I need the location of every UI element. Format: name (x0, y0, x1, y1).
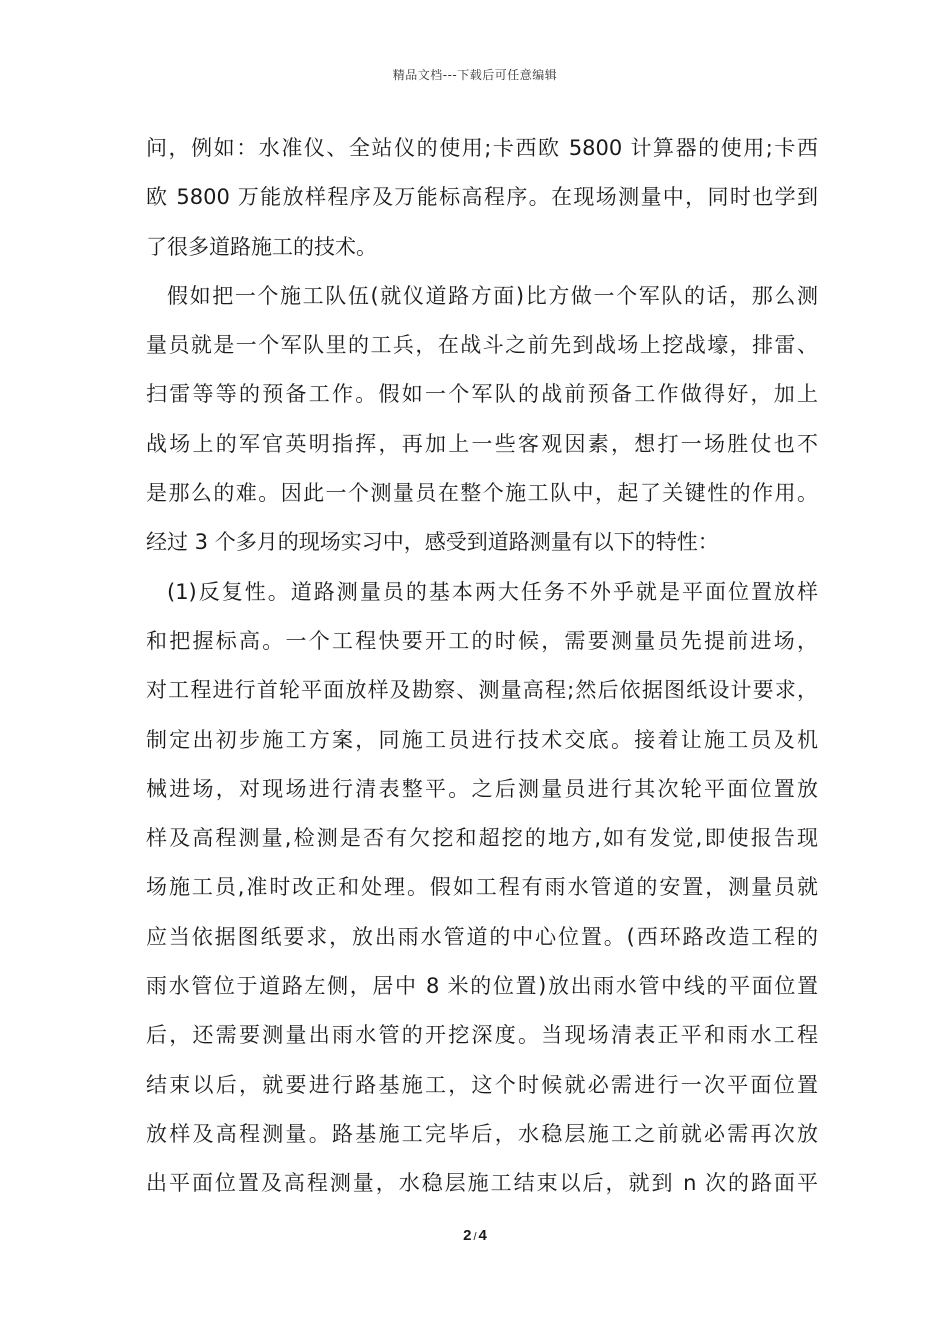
text-line: 样及高程测量,检测是否有欠挖和超挖的地方,如有发觉,即使报告现 (146, 826, 818, 851)
text-line: 出平面位置及高程测量，水稳层施工结束以后，就到 n 次的路面平 (146, 1171, 818, 1196)
text-line: 经过 3 个多月的现场实习中，感受到道路测量有以下的特性： (146, 530, 719, 555)
text-line: 扫雷等等的预备工作。假如一个军队的战前预备工作做得好，加上 (146, 382, 818, 407)
text-line: (1)反复性。道路测量员的基本两大任务不外乎就是平面位置放样 (167, 579, 818, 604)
paragraph (146, 272, 818, 568)
text-line: 后，还需要测量出雨水管的开挖深度。当现场清表正平和雨水工程 (146, 1023, 818, 1048)
current-page-number: 2 (463, 1227, 472, 1244)
text-line: 场施工员,准时改正和处理。假如工程有雨水管道的安置，测量员就 (146, 875, 818, 900)
text-line: 问，例如：水准仪、全站仪的使用;卡西欧 5800 计算器的使用;卡西 (146, 136, 818, 160)
text-line: 制定出初步施工方案，同施工员进行技术交底。接着让施工员及机 (146, 727, 818, 752)
text-line: 结束以后，就要进行路基施工，这个时候就必需进行一次平面位置 (146, 1072, 818, 1097)
text-line: 放样及高程测量。路基施工完毕后，水稳层施工之前就必需再次放 (146, 1121, 818, 1146)
text-line: 和把握标高。一个工程快要开工的时候，需要测量员先提前进场， (146, 628, 818, 653)
page-number (0, 1227, 950, 1244)
paragraph (146, 124, 818, 272)
text-line: 对工程进行首轮平面放样及勘察、测量高程;然后依据图纸设计要求， (146, 678, 818, 703)
total-page-count: 4 (478, 1227, 487, 1244)
text-line: 欧 5800 万能放样程序及万能标高程序。在现场测量中，同时也学到 (146, 185, 818, 210)
page-separator: / (473, 1231, 477, 1243)
paragraph (146, 568, 818, 1209)
text-line: 假如把一个施工队伍(就仪道路方面)比方做一个军队的话，那么测 (167, 283, 818, 308)
document-body (146, 124, 818, 1209)
text-line: 量员就是一个军队里的工兵，在战斗之前先到战场上挖战壕，排雷、 (146, 333, 818, 358)
text-line: 械进场，对现场进行清表整平。之后测量员进行其次轮平面位置放 (146, 776, 818, 801)
text-line: 雨水管位于道路左侧，居中 8 米的位置)放出雨水管中线的平面位置 (146, 974, 818, 999)
text-line: 战场上的军官英明指挥，再加上一些客观因素，想打一场胜仗也不 (146, 431, 818, 456)
text-line: 应当依据图纸要求，放出雨水管道的中心位置。(西环路改造工程的 (146, 924, 818, 949)
text-line: 了很多道路施工的技术。 (146, 234, 377, 259)
page-header: 精品文档---下载后可任意编辑 (392, 68, 558, 82)
text-line: 是那么的难。因此一个测量员在整个施工队中，起了关键性的作用。 (146, 481, 818, 506)
